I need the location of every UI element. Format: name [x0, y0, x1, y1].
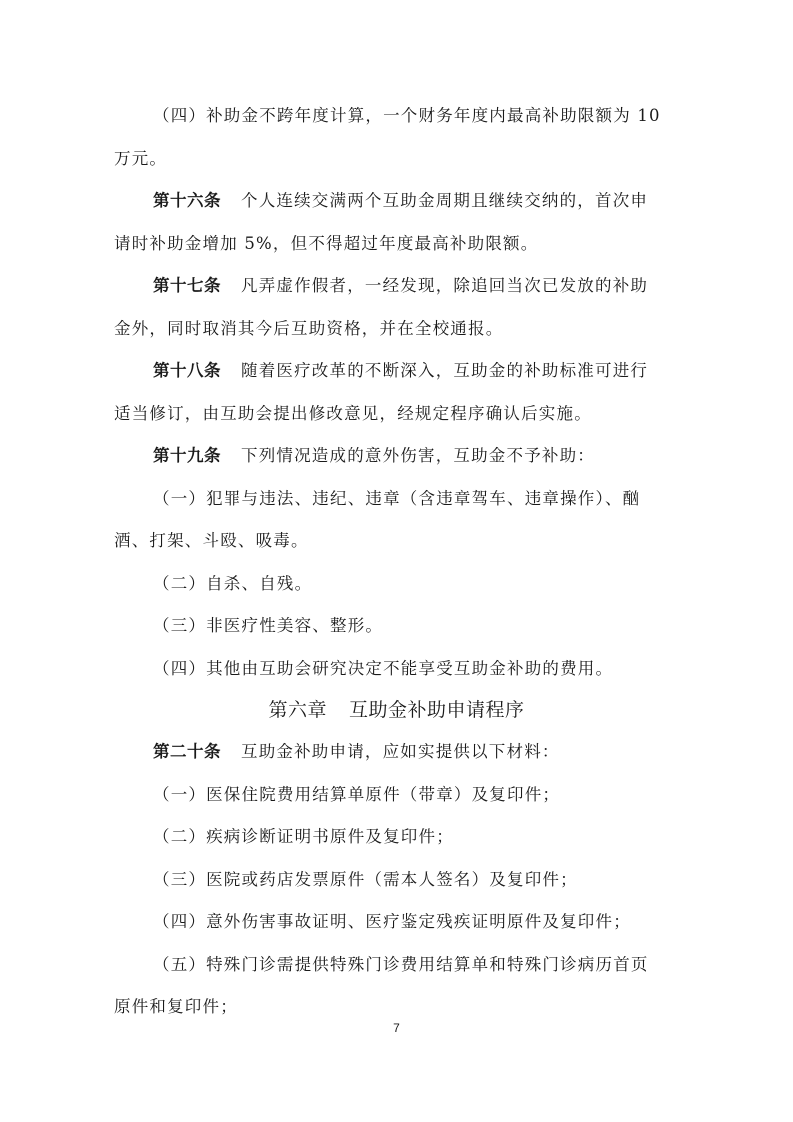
list-item: （五）特殊门诊需提供特殊门诊费用结算单和特殊门诊病历首页 — [153, 955, 649, 974]
list-item-continuation: 原件和复印件； — [114, 997, 238, 1016]
article-17-line — [153, 274, 723, 298]
article-17-label: 第十七条 — [153, 276, 221, 295]
article-19-label: 第十九条 — [153, 446, 221, 465]
list-item: （四）意外伤害事故证明、医疗鉴定残疾证明原件及复印件； — [153, 912, 631, 931]
page-number: 7 — [393, 1021, 400, 1035]
article-19-line — [153, 444, 723, 468]
chapter-heading — [0, 697, 793, 723]
chapter-title: 互助金补助申请程序 — [349, 699, 525, 721]
list-item: （二）自杀、自残。 — [153, 574, 313, 593]
paragraph-line: 万元。 — [114, 149, 168, 168]
list-item: （四）其他由互助会研究决定不能享受互助金补助的费用。 — [153, 659, 614, 678]
list-item: （二）疾病诊断证明书原件及复印件； — [153, 827, 454, 846]
article-18-label: 第十八条 — [153, 361, 221, 380]
paragraph-line: 适当修订，由互助会提出修改意见，经规定程序确认后实施。 — [114, 404, 592, 423]
article-16-line — [153, 189, 723, 213]
article-18-text: 随着医疗改革的不断深入，互助金的补助标准可进行 — [241, 361, 649, 380]
list-item-continuation: 酒、打架、斗殴、吸毒。 — [114, 531, 309, 550]
list-item: （三）医院或药店发票原件（需本人签名）及复印件； — [153, 870, 578, 889]
list-item: （一）犯罪与违法、违纪、违章（含违章驾车、违章操作）、酗 — [153, 489, 641, 508]
list-item: （一）医保住院费用结算单原件（带章）及复印件； — [153, 785, 561, 804]
article-16-text: 个人连续交满两个互助金周期且继续交纳的，首次申 — [241, 191, 649, 210]
article-20-label: 第二十条 — [153, 742, 221, 761]
article-19-text: 下列情况造成的意外伤害，互助金不予补助： — [241, 446, 595, 465]
paragraph-line: 请时补助金增加 5%，但不得超过年度最高补助限额。 — [114, 234, 539, 253]
article-20-line — [153, 740, 723, 764]
paragraph-line: （四）补助金不跨年度计算，一个财务年度内最高补助限额为 10 — [153, 106, 661, 125]
chapter-number: 第六章 — [268, 699, 327, 721]
article-20-text: 互助金补助申请，应如实提供以下材料： — [241, 742, 560, 761]
paragraph-line: 金外，同时取消其今后互助资格，并在全校通报。 — [114, 319, 504, 338]
article-18-line — [153, 359, 723, 383]
list-item: （三）非医疗性美容、整形。 — [153, 616, 384, 635]
article-16-label: 第十六条 — [153, 191, 221, 210]
article-17-text: 凡弄虚作假者，一经发现，除追回当次已发放的补助 — [241, 276, 649, 295]
